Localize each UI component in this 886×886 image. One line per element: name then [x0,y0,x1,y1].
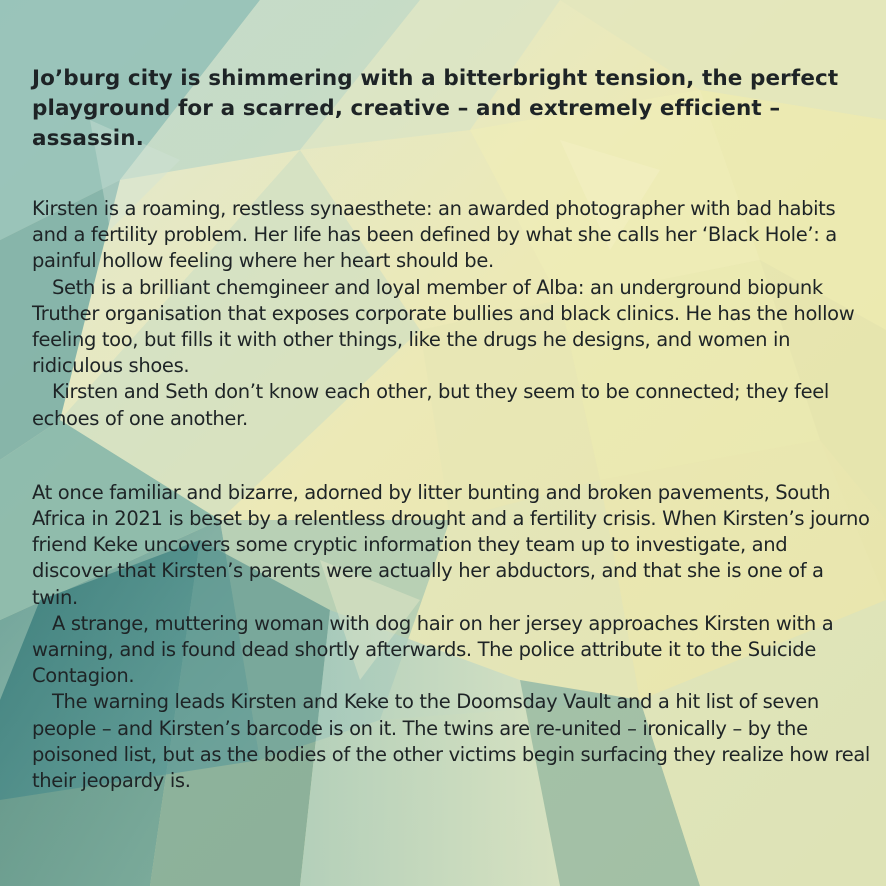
kirsten-paragraph: Kirsten is a roaming, restless synaesthete: an awarded photographer with bad habits and a fertility problem. Her life has been defined by what she calls her ‘Black Hole’: a painful hollow feeling where her heart should be. [32,197,837,273]
section-spacer [32,432,872,480]
hit-list-paragraph: The warning leads Kirsten and Keke to the Doomsday Vault and a hit list of seven people – and Kirsten’s barcode is on it. The twins are re-united – ironically – by the poisoned list, but as the bodies of the other victims begin surfacing they realize how real their jeopardy is. [32,690,871,793]
connection-paragraph: Kirsten and Seth don’t know each other, but they seem to be connected; they feel echoes of one another. [32,380,829,430]
seth-paragraph: Seth is a brilliant chemgineer and loyal member of Alba: an underground biopunk Truther organisation that exposes corporate bullies and black clinics. He has the hollow feeling too, but fills it with other things, like the drugs he designs, and women in ridiculous shoes. [32,275,855,378]
setting-paragraph: At once familiar and bizarre, adorned by litter bunting and broken pavements, South Africa in 2021 is beset by a relentless drought and a fertility crisis. When Kirsten’s journo friend Keke uncovers some cryptic information they team up to investigate, and discover that Kirsten’s parents were actually her abductors, and that she is one of a twin. [32,480,870,609]
warning-paragraph: A strange, muttering woman with dog hair on her jersey approaches Kirsten with a warning, and is found dead shortly afterwards. The police attribute it to the Suicide Contagion. [32,611,834,688]
back-cover-blurb [32,64,872,794]
lead-paragraph: Jo’burg city is shimmering with a bitterbright tension, the perfect playground for a scarred, creative – and extremely efficient – assassin. [32,66,839,151]
